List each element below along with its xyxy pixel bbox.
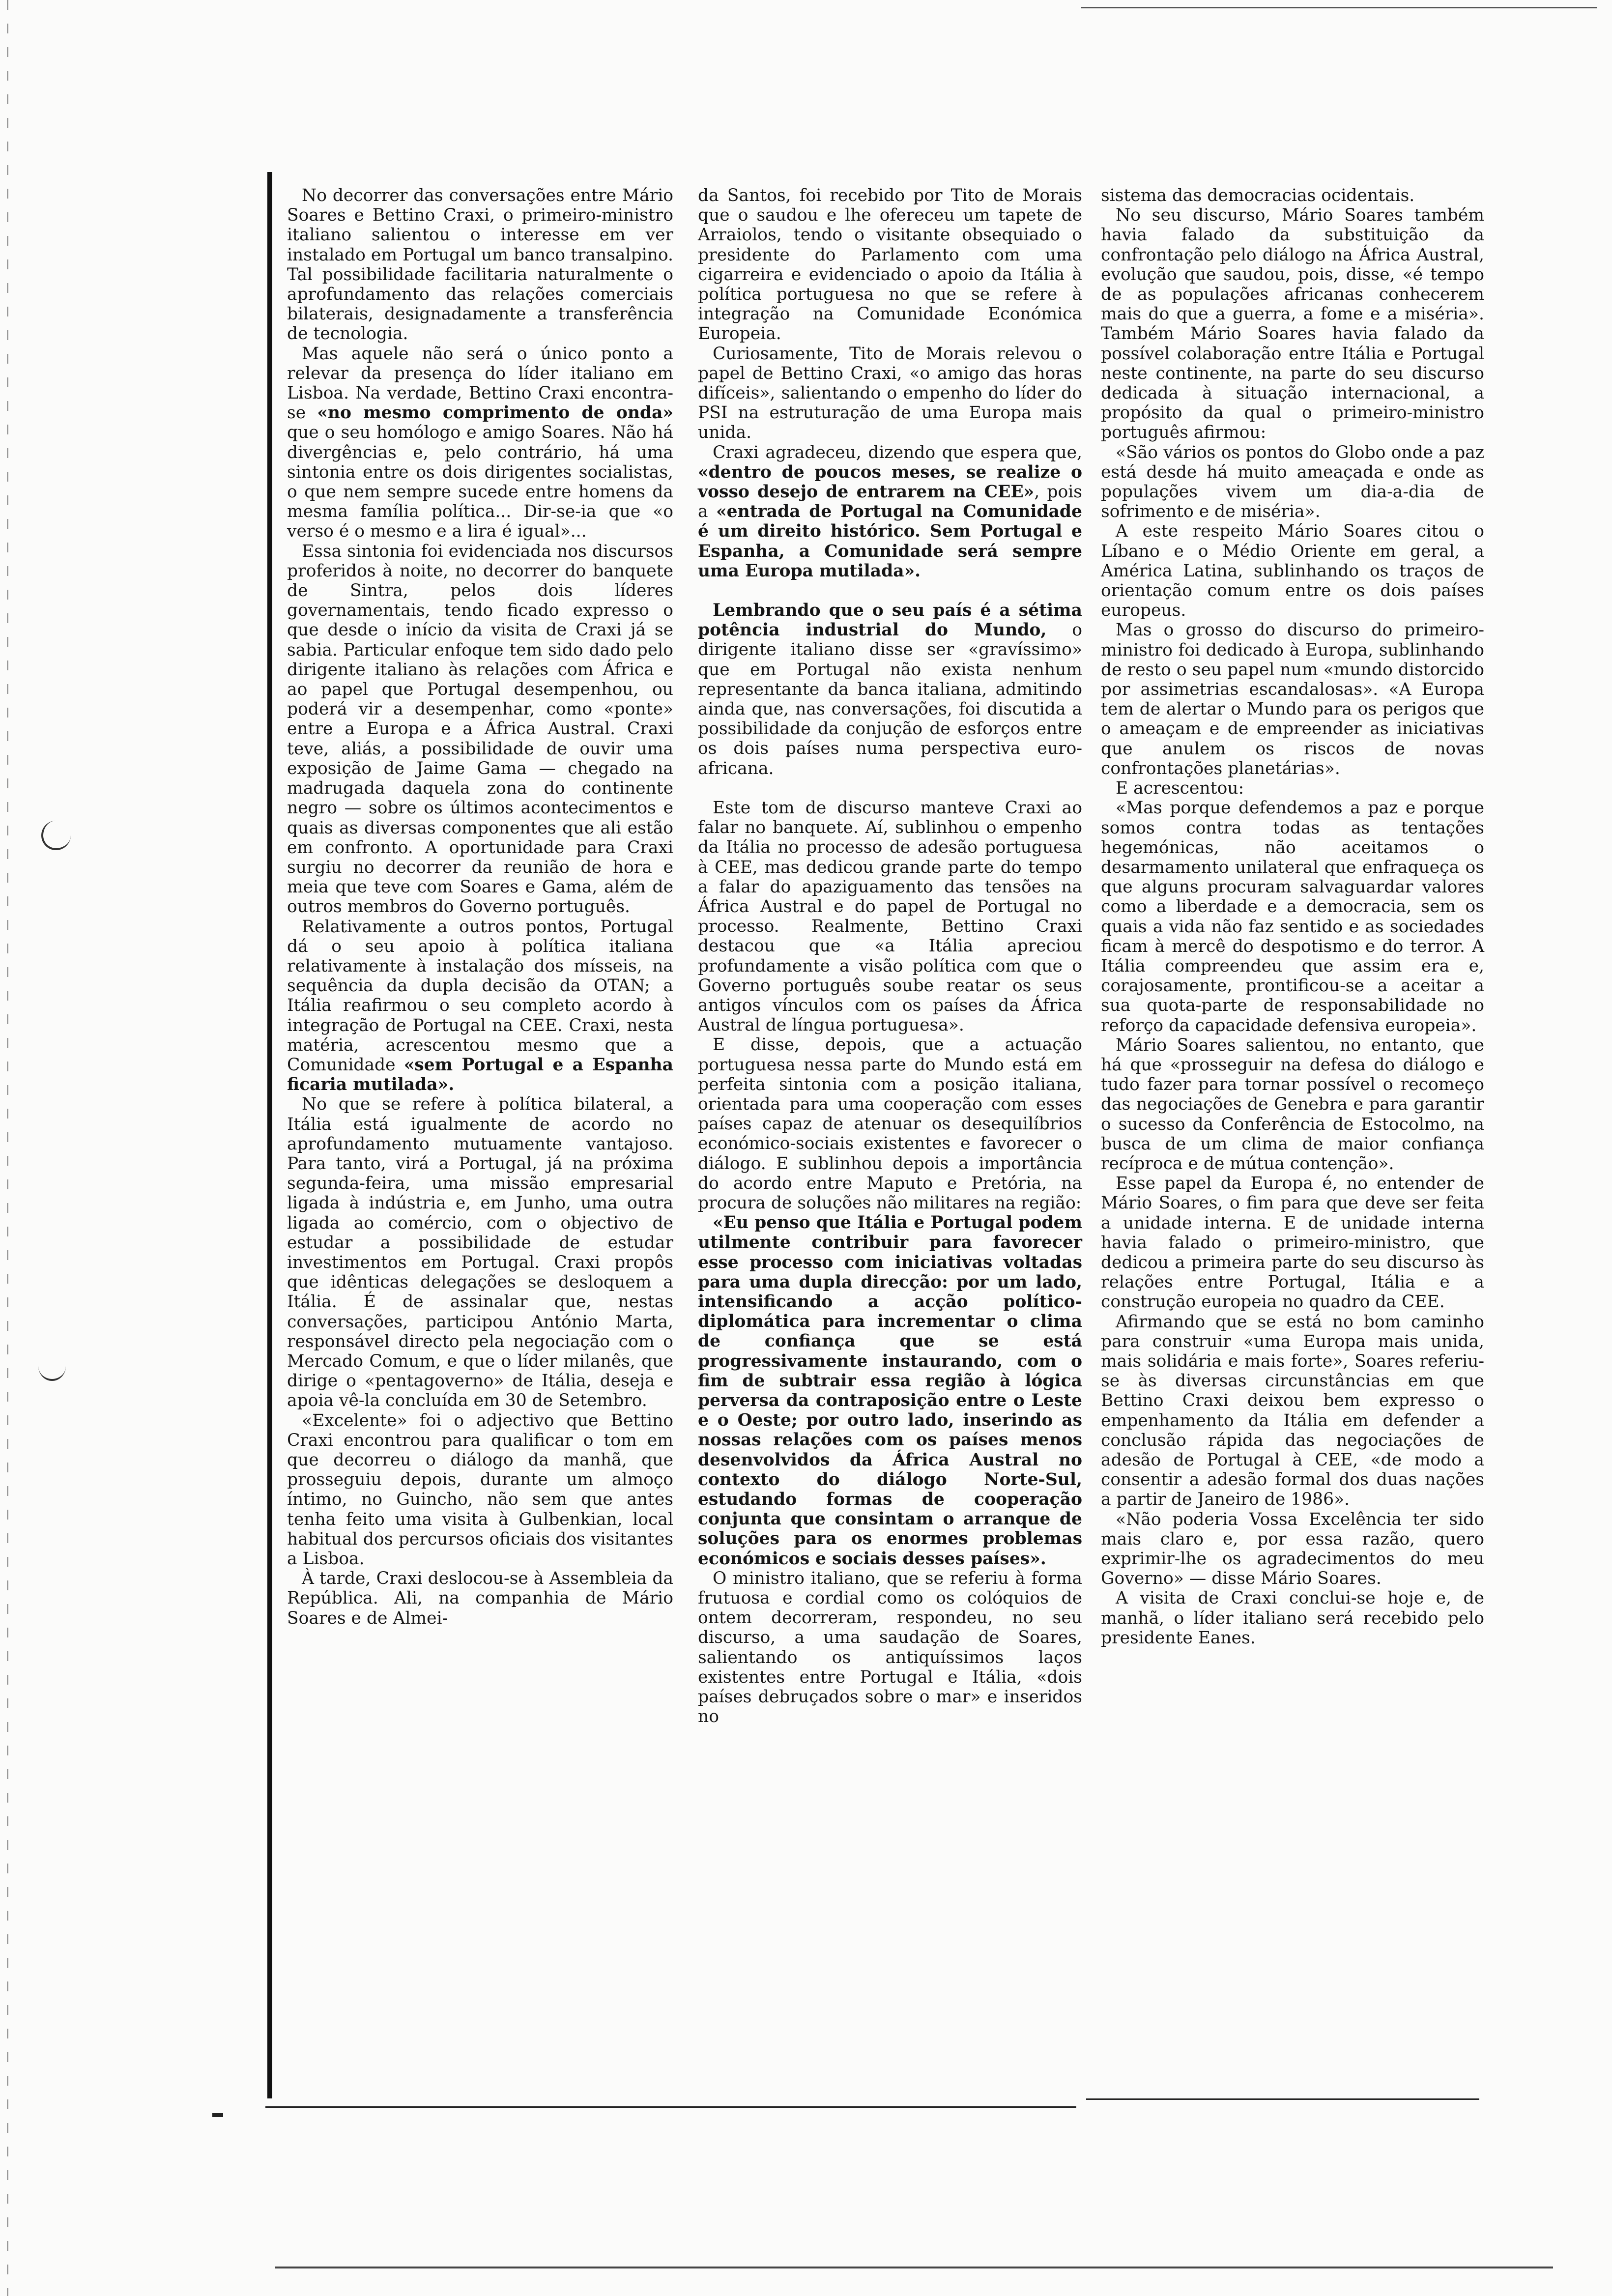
paragraph: sistema das democracias ocidentais. — [1101, 186, 1415, 205]
paragraph: À tarde, Craxi deslocou-se à Assembleia da República. Ali, na companhia de Mário Soares e de Almei- — [287, 1569, 673, 1628]
paragraph — [287, 344, 673, 542]
paragraph — [698, 443, 1082, 581]
lead-bold: Lembrando que o seu país é a sétima potência industrial do Mundo, — [698, 601, 1082, 640]
paragraph: Esse papel da Europa é, no entender de Mário Soares, o fim para que deve ser feita a unidade interna. E de unidade interna havia falado o primeiro-ministro, que dedicou a primeira parte do seu discurso às relações entre Portugal, Itália e a construção europeia no quadro da CEE. — [1101, 1174, 1484, 1312]
quote-paragraph-bold: «Eu penso que Itália e Portugal podem utilmente contribuir para favorecer esse processo com iniciativas voltadas para uma dupla direcção: por um lado, intensificando a acção político-diplomática para incrementar o clima de confiança que se está progressivamente instaurando, com o fim de subtrair essa região à lógica perversa da contraposição entre o Leste e o Oeste; por outro lado, inserindo as nossas relações com os países menos desenvolvidos da África Austral no contexto do diálogo Norte-Sul, estudando formas de cooperação conjunta que consintam o arranque de soluções para os enormes problemas económicos e sociais desses países». — [698, 1213, 1082, 1569]
text-run: o dirigente italiano disse ser «gravíssimo» que em Portugal não exista nenhum representante da banca italiana, admitindo ainda que, nas conversações, foi discutida a possibilidade da conjução de esforços entre os dois países numa perspectiva euro-africana. — [698, 620, 1082, 778]
punch-hole-mark — [41, 821, 71, 850]
quote-bold: «dentro de poucos meses, se realize o vosso desejo de entrarem na CEE» — [698, 462, 1082, 502]
quote-bold: «entrada de Portugal na Comunidade é um direito histórico. Sem Portugal e Espanha, a Comunidade será sempre uma Europa mutilada». — [698, 502, 1082, 581]
paragraph: Mário Soares salientou, no entanto, que há que «prosseguir na defesa do diálogo e tudo fazer para tornar possível o recomeço das negociações de Genebra e para garantir o sucesso da Conferência de Estocolmo, na busca de um clima de maior confiança recíproca e de mútua contenção». — [1101, 1035, 1484, 1174]
text-run: Craxi agradeceu, dizendo que espera que, — [713, 442, 1082, 462]
punch-hole-mark — [38, 1351, 66, 1381]
column-end-rule — [1086, 2098, 1479, 2100]
text-run: que o seu homólogo e amigo Soares. Não há divergências e, pelo contrário, há uma sintonia entre os dois dirigentes socialistas, o que nem sempre sucede entre homens da mesma família política... Dir-se-ia que «o verso é o mesmo e a lira é igual»... — [287, 423, 673, 542]
paragraph: Este tom de discurso manteve Craxi ao falar no banquete. Aí, sublinhou o empenho da Itália no processo de adesão portuguesa à CEE, mas dedicou grande parte do tempo a falar do apaziguamento das tensões na África Austral e do papel de Portugal no processo. Realmente, Bettino Craxi destacou que «a Itália apreciou profundamente a visão política com que o Governo português soube reatar os seus antigos vínculos com os países da África Austral de língua portuguesa». — [698, 798, 1082, 1035]
paragraph: «Excelente» foi o adjectivo que Bettino Craxi encontrou para qualificar o tom em que decorreu o diálogo da manhã, que prosseguiu depois, durante um almoço íntimo, no Guincho, não sem que antes tenha feito uma visita à Gulbenkian, local habitual dos percursos oficiais dos visitantes a Lisboa. — [287, 1410, 673, 1569]
paragraph: «São vários os pontos do Globo onde a paz está desde há muito ameaçada e onde as populações vivem um dia-a-dia de sofrimento e de miséria». — [1101, 442, 1484, 522]
paragraph: Afirmando que se está no bom caminho para construir «uma Europa mais unida, mais solidária e mais forte», Soares referiu-se às diversas circunstâncias em que Bettino Craxi deixou bem expresso o empenhamento da Itália em defender a conclusão rápida das negociações de adesão de Portugal à CEE, «de modo a consentir a adesão formal dos duas nações a partir de Janeiro de 1986». — [1101, 1312, 1484, 1510]
paragraph: No seu discurso, Mário Soares também havia falado da substituição da confrontação pelo diálogo na África Austral, evolução que saudou, pois, disse, «é tempo de as populações africanas conhecerem mais do que a guerra, a fome e a miséria». Também Mário Soares havia falado da possível colaboração entre Itália e Portugal neste continente, na parte do seu discurso dedicada à situação internacional, a propósito da qual o primeiro-ministro português afirmou: — [1101, 205, 1484, 443]
paragraph: «Mas porque defendemos a paz e porque somos contra todas as tentações hegemónicas, não aceitamos o desarmamento unilateral que enfraqueça os que alguns procuram salvaguardar valores como a liberdade e a democracia, sem os quais a vida não faz sentido e as sociedades ficam à mercê do despotismo e do terror. A Itália compreendeu que assim era e, corajosamente, prontificou-se a aceitar a sua quota-parte de responsabilidade no reforço da capacidade defensiva europeia». — [1101, 798, 1484, 1035]
paragraph: Curiosamente, Tito de Morais relevou o papel de Bettino Craxi, «o amigo das horas difíceis», salientando o empenho do líder do PSI na estruturação de uma Europa mais unida. — [698, 344, 1082, 443]
margin-dash-mark — [212, 2113, 223, 2117]
paragraph: Mas o grosso do discurso do primeiro-ministro foi dedicado à Europa, sublinhando de resto o seu papel num «mundo distorcido por assimetrias escandalosas». «A Europa tem de alertar o Mundo para os perigos que o ameaçam e de empreender as iniciativas que anulem os riscos de novas confrontações planetárias». — [1101, 620, 1484, 778]
margin-bracket — [267, 172, 272, 2098]
top-rule — [1081, 7, 1597, 8]
paragraph — [698, 601, 1082, 778]
text-run: , pois a — [698, 482, 1082, 522]
text-run: Relativamente a outros pontos, Portugal dá o seu apoio à política italiana relativamente à instalação dos mísseis, na sequência da dupla decisão da OTAN; a Itália reafirmou o seu completo acordo à integração de Portugal na CEE. Craxi, nesta matéria, acrescentou mesmo que a Comunidade — [287, 917, 673, 1075]
paragraph: A este respeito Mário Soares citou o Líbano e o Médio Oriente em geral, a América Latina, sublinhando os traços de orientação comum entre os dois países europeus. — [1101, 521, 1484, 621]
paragraph: «Não poderia Vossa Excelência ter sido mais claro e, por essa razão, quero exprimir-lhe os agradecimentos do meu Governo» — disse Mário Soares. — [1101, 1509, 1484, 1589]
paragraph: E disse, depois, que a actuação portuguesa nessa parte do Mundo está em perfeita sintonia com a posição italiana, orientada para uma cooperação com esses países capaz de atenuar os desequilíbrios económico-sociais existentes e favorecer o diálogo. E sublinhou depois a importância do acordo entre Maputo e Pretória, na procura de soluções não militares na região: — [698, 1035, 1082, 1213]
paragraph: A visita de Craxi conclui-se hoje e, de manhã, o líder italiano será recebido pelo presidente Eanes. — [1101, 1588, 1484, 1648]
paragraph — [287, 917, 673, 1095]
paragraph: O ministro italiano, que se referiu à forma frutuosa e cordial como os colóquios de ontem decorreram, respondeu, no seu discurso, a uma saudação de Soares, salientando os antiquíssimos laços existentes entre Portugal e Itália, «dois países debruçados sobre o mar» e inseridos no — [698, 1568, 1082, 1727]
article-column-2 — [698, 186, 1082, 1726]
quote-bold: «sem Portugal e a Espanha ficaria mutilada». — [287, 1055, 673, 1095]
paragraph: No que se refere à política bilateral, a Itália está igualmente de acordo no aprofundamento mutuamente vantajoso. Para tanto, virá a Portugal, já na próxima segunda-feira, uma missão empresarial ligada à indústria e, em Junho, uma outra ligada ao comércio, com o objectivo de estudar a possibilidade de estudar investimentos em Portugal. Craxi propôs que idênticas delegações se desloquem a Itália. É de assinalar que, nestas conversações, participou António Marta, responsável directo pela negociação com o Mercado Comum, e que o líder milanês, que dirige o «pentagoverno» de Itália, deseja e apoia vê-la concluída em 30 de Setembro. — [287, 1094, 673, 1411]
bottom-rule — [275, 2267, 1553, 2268]
paragraph: E acrescentou: — [1116, 778, 1244, 799]
paragraph: No decorrer das conversações entre Mário Soares e Bettino Craxi, o primeiro-ministro italiano salientou o interesse em ver instalado em Portugal um banco transalpino. Tal possibilidade facilitaria naturalmente o aprofundamento das relações comerciais bilaterais, designadamente a transferência de tecnologia. — [287, 186, 673, 344]
column-end-rule — [688, 2106, 1076, 2108]
article-column-3 — [1101, 186, 1484, 1648]
paragraph: Essa sintonia foi evidenciada nos discursos proferidos à noite, no decorrer do banquete de Sintra, pelos dois líderes governamentais, tendo ficado expresso o que desde o início da visita de Craxi já se sabia. Particular enfoque tem sido dado pelo dirigente italiano às relações com África e ao papel que Portugal desempenhou, ou poderá vir a desempenhar, como «ponte» entre a Europa e a África Austral. Craxi teve, aliás, a possibilidade de ouvir uma exposição de Jaime Gama — chegado na madrugada daquela zona do continente negro — sobre os últimos acontecimentos e quais as diversas componentes que ali estão em confronto. A oportunidade para Craxi surgiu no decorrer da reunião de hora e meia que teve com Soares e Gama, além de outros membros do Governo português. — [287, 541, 673, 917]
column-end-rule — [265, 2106, 698, 2108]
quote-bold: «no mesmo comprimento de onda» — [317, 403, 673, 423]
scan-edge-mark — [7, 0, 8, 2296]
article-column-1 — [287, 186, 673, 1628]
paragraph: da Santos, foi recebido por Tito de Morais que o saudou e lhe ofereceu um tapete de Arraiolos, tendo o visitante obsequiado o presidente do Parlamento com uma cigarreira e evidenciado o apoio da Itália à política portuguesa no que se refere à integração na Comunidade Económica Europeia. — [698, 186, 1082, 344]
text-run: Mas aquele não será o único ponto a relevar da presença do líder italiano em Lisboa. Na verdade, Bettino Craxi encontra-se — [287, 344, 673, 423]
